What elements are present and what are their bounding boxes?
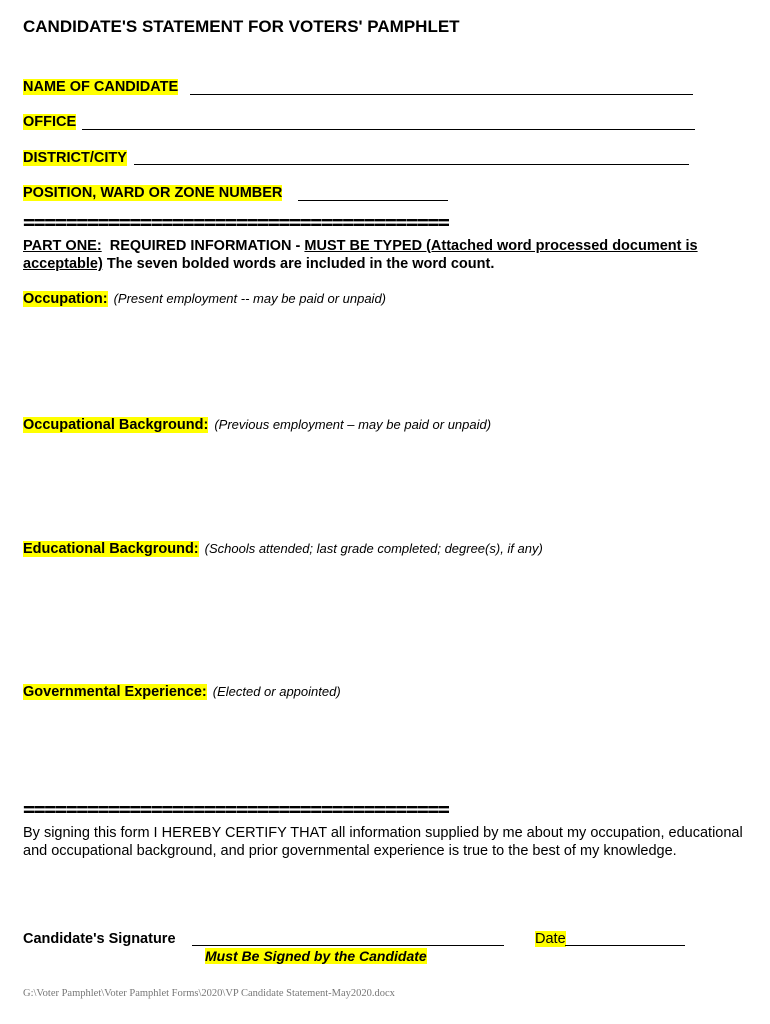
occupation-section (23, 291, 386, 307)
occupational-background-section (23, 417, 491, 433)
date-line[interactable] (565, 945, 685, 946)
separator-bottom: ======================================== (23, 800, 449, 818)
governmental-experience-section (23, 684, 341, 700)
certification-statement: By signing this form I HEREBY CERTIFY THAT all information supplied by me about my occupation, educational and occupational background, and prior governmental experience is true to the best of my knowledge. (23, 825, 743, 859)
page-title: CANDIDATE'S STATEMENT FOR VOTERS' PAMPHLET (23, 17, 460, 36)
occupational-background-label: Occupational Background: (23, 417, 209, 433)
governmental-experience-hint: (Elected or appointed) (212, 684, 341, 699)
date-label: Date (535, 931, 566, 947)
name-of-candidate-line[interactable] (190, 94, 693, 95)
educational-background-hint: (Schools attended; last grade completed; degree(s), if any) (204, 541, 543, 556)
must-be-typed-text: MUST BE TYPED (Attached word processed document is acceptable) (23, 238, 698, 272)
must-be-signed-note: Must Be Signed by the Candidate (205, 948, 427, 964)
district-city-line[interactable] (134, 164, 689, 165)
occupation-hint: (Present employment -- may be paid or unpaid) (113, 291, 386, 306)
footer-file-path: G:\Voter Pamphlet\Voter Pamphlet Forms\2020\VP Candidate Statement-May2020.docx (23, 988, 395, 999)
separator-top: ======================================== (23, 213, 449, 231)
occupation-label: Occupation: (23, 291, 108, 307)
signature-line[interactable] (192, 945, 504, 946)
governmental-experience-label: Governmental Experience: (23, 684, 207, 700)
educational-background-label: Educational Background: (23, 541, 199, 557)
district-city-label: DISTRICT/CITY (23, 150, 127, 166)
part-one-instructions: PART ONE: REQUIRED INFORMATION - MUST BE TYPED (Attached word processed document is acceptable) The seven bolded words are included in the word count. (23, 238, 698, 272)
office-line[interactable] (82, 129, 695, 130)
educational-background-section (23, 541, 543, 557)
signature-label: Candidate's Signature (23, 931, 176, 947)
office-label: OFFICE (23, 114, 77, 130)
occupational-background-hint: (Previous employment – may be paid or unpaid) (214, 417, 492, 432)
name-of-candidate-label: NAME OF CANDIDATE (23, 79, 179, 95)
position-ward-zone-label: POSITION, WARD OR ZONE NUMBER (23, 185, 283, 201)
part-one-label: PART ONE: (23, 238, 102, 254)
position-ward-zone-line[interactable] (298, 200, 448, 201)
